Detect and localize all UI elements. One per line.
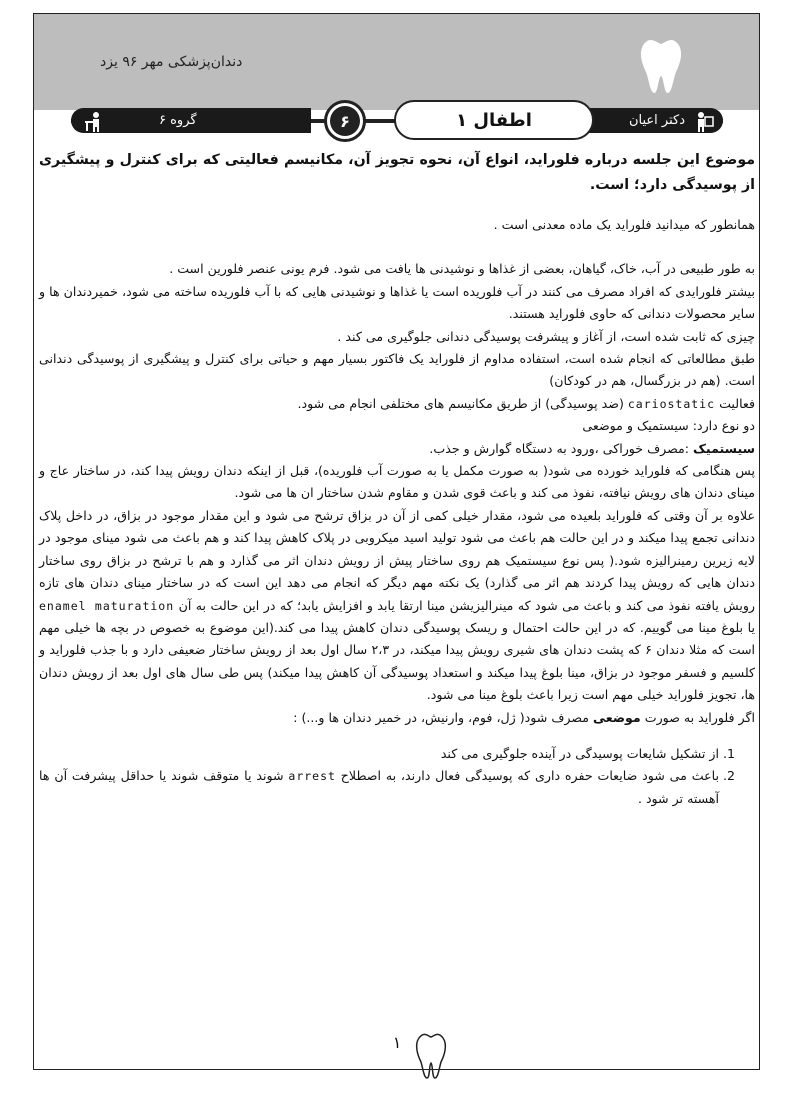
list-item: 1. از تشکیل شایعات پوسیدگی در آینده جلوگیری می کند: [39, 743, 719, 765]
paragraph: همانطور که میدانید فلوراید یک ماده معدنی است .: [493, 217, 755, 232]
paragraph: به طور طبیعی در آب، خاک، گیاهان، بعضی از غذاها و نوشیدنی ها یافت می شود. فرم یونی عنصر فلورین است .: [169, 261, 755, 277]
bold-term: سیستمیک: [693, 440, 755, 456]
list-item-text: شوند یا متوقف شوند یا حداقل پیشرفت آن ها آهسته تر شود .: [39, 768, 719, 806]
paragraph-text: اگر فلوراید به صورت: [644, 709, 755, 725]
paragraph-text: (ضد پوسیدگی) از طریق مکانیسم های مختلفی انجام می شود.: [297, 395, 624, 411]
person-at-desk-icon: [83, 111, 105, 133]
topic-heading: موضوع این جلسه درباره فلوراید، انواع آن، نحوه تجویز آن، مکانیسم فعالیتی که برای کنترل و پیشگیری از پوسیدگی دارد؛ است.: [39, 152, 755, 193]
group-label: گروه ۶: [159, 113, 197, 128]
paragraph-text: علاوه بر آن وقتی که فلوراید بلعیده می شود، مقدار خیلی کمی از آن در بزاق ترشح می شود و این مقدار موجود در بزاق، در داخل پلاک دندانی تجمع پیدا میکند و در این حالت هم باعث می شود تولید اسید میکروبی در پلاک کاهش پیدا کند و هم باعث می شود مینای موجود در لایه زیرین رمینرالیزه شود.( پس نوع سیستمیک هم روی ساختار پیش از رویش دندان اثر می گذارد و هم با ترشح در بزاق روی ساختار دندان هایی که رویش پیدا کردند هم اثر می گذارد) یک نکته مهم دیگر که انجام می دهد این است که در ساختار مینای دندان های تازه رویش یافته نفوذ می کند و باعث می شود که مینرالیزیشن مینا ارتقا یابد و افزایش یابد؛ که در این حالت به آن: [39, 507, 755, 613]
bold-term: موضعی: [593, 709, 641, 725]
session-number: ۶: [330, 106, 360, 136]
paragraph-text: :مصرف خوراکی ،ورود به دستگاه گوارش و جذب.: [429, 440, 690, 456]
paragraph: بیشتر فلورایدی که افراد مصرف می کنند در آب فلوریده است یا غذاها و نوشیدنی هایی که با آب فلوریده ساخته می شود، خمیردندان ها و سایر محصولات دندانی که حاوی فلوراید هستند.: [39, 283, 755, 322]
tooth-page-icon: [414, 1032, 448, 1080]
page-number: ۱: [392, 1032, 402, 1052]
paragraph: [39, 707, 755, 729]
latin-term: enamel maturation: [39, 598, 175, 613]
paragraph: [39, 438, 755, 460]
numbered-list: [39, 743, 755, 810]
list-item: [39, 765, 719, 810]
paragraph-text: فعالیت: [719, 395, 755, 411]
latin-term: arrest: [288, 769, 336, 784]
teacher-icon: [693, 111, 715, 133]
exam-title: دندان‌پزشکی مهر ۹۶ یزد: [100, 54, 243, 70]
header-band: [34, 14, 759, 110]
paragraph: طبق مطالعاتی که انجام شده است، استفاده مداوم از فلوراید یک فاکتور بسیار مهم و حیاتی برای کنترل و پیشگیری از پوسیدگی دندانی است. (هم در بزرگسال، هم در کودکان): [39, 351, 755, 389]
paragraph: چیزی که ثابت شده است، از آغاز و پیشرفت پوسیدگی دندانی جلوگیری می کند .: [337, 328, 755, 344]
tooth-logo-icon: [638, 38, 684, 96]
paragraph: دو نوع دارد: سیستمیک و موضعی: [582, 418, 755, 434]
session-number-badge: [324, 100, 366, 142]
paragraph: پس هنگامی که فلوراید خورده می شود( به صورت مکمل یا به صورت آب فلوریده)، قبل از اینکه دندان رویش پیدا کند، در ساختار عاج و مینای دندان های رویش نیافته، نفوذ می کند و باعث قوی شدن و مقاوم شدن ساختار ان ها می شود.: [39, 463, 755, 501]
subject-title: اطفال ۱: [394, 100, 594, 140]
list-item-text: باعث می شود ضایعات حفره داری که پوسیدگی فعال دارند، به اصطلاح: [340, 768, 719, 784]
latin-term: cariostatic: [627, 396, 716, 411]
spacer: [39, 236, 755, 258]
paragraph: [39, 505, 755, 707]
paragraph-text: مصرف شود( ژل، فوم، وارنیش، در خمیر دندان ها و...) :: [293, 709, 589, 725]
document-body: [39, 148, 755, 810]
header-bar: [71, 106, 723, 136]
paragraph-text: یا بلوغ مینا می گوییم. که در این حالت احتمال و ریسک پوسیدگی دندان کاهش پیدا می کند.(این موضوع به خصوص در بچه ها خیلی مهم است که مثلا دندان ۶ که پشت دندان های شیری رویش پیدا میکند، در ۲،۳ سال اول بعد از رویش ساختار ضعیفی دارد و با جذب فلوراید و کلسیم و فسفر موجود در بزاق، مینا بلوغ پیدا میکند و استعداد پوسیدگی آن کاهش پیدا میکند) پس طی سال های اول بعد از رویش دندان ها، تجویز فلوراید خیلی مهم است زیرا باعث بلوغ مینا می شود.: [39, 619, 755, 703]
teacher-name: دکتر اعیان: [628, 113, 685, 128]
group-pill: [71, 108, 311, 133]
paragraph: [39, 393, 755, 415]
